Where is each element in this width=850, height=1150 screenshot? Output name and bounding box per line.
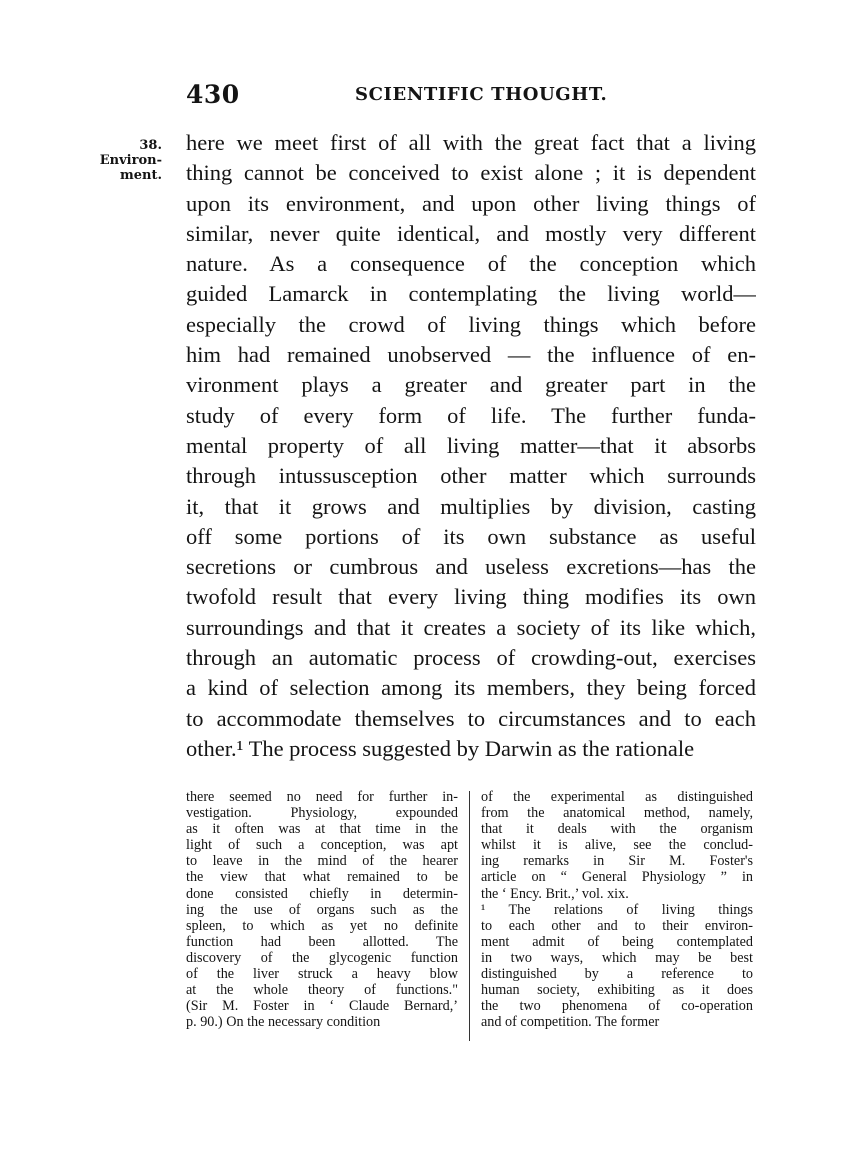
footnote-line: as it often was at that time in the	[186, 821, 458, 838]
body-line: vironment plays a greater and greater part in the	[186, 372, 756, 398]
footnote-line: p. 90.) On the necessary condition	[186, 1014, 381, 1031]
footnote-line: vestigation. Physiology, expounded	[186, 805, 458, 822]
margin-note-line: 38.	[139, 138, 162, 153]
footnote-column-left	[186, 789, 458, 1030]
footnote-line: at the whole theory of functions."	[186, 982, 458, 999]
footnote-line: (Sir M. Foster in ‘ Claude Bernard,’	[186, 998, 458, 1015]
footnote-line: the ‘ Ency. Brit.,’ vol. xix.	[481, 885, 629, 902]
margin-note-line: ment.	[119, 168, 162, 183]
footnote-line: the two phenomena of co-operation	[481, 998, 753, 1015]
footnote-line: function had been allotted. The	[186, 933, 458, 950]
body-line: thing cannot be conceived to exist alone ; it is dependent	[186, 160, 756, 186]
footnote-line: done consisted chiefly in determin-	[186, 885, 458, 902]
body-line: through intussusception other matter which surrounds	[186, 463, 756, 489]
body-line: other.¹ The process suggested by Darwin as the rationale	[186, 735, 695, 761]
running-title: SCIENTIFIC THOUGHT.	[355, 84, 608, 105]
footnote-line: in two ways, which may be best	[481, 949, 753, 966]
footnote-line: distinguished by a reference to	[481, 966, 753, 983]
body-line: nature. As a consequence of the conception which	[186, 251, 756, 277]
body-line: him had remained unobserved — the influence of en-	[186, 342, 756, 368]
footnote-line: the view that what remained to be	[186, 869, 458, 886]
page-number: 430	[186, 80, 240, 109]
body-line: study of every form of life. The further funda-	[186, 402, 756, 428]
footnote-column-right	[481, 789, 753, 1030]
body-line: to accommodate themselves to circumstances and to each	[186, 705, 756, 731]
body-line: mental property of all living matter—that it absorbs	[186, 432, 756, 458]
footnote-line: human society, exhibiting as it does	[481, 982, 753, 999]
margin-note-line: Environ-	[99, 153, 162, 168]
footnote-line: there seemed no need for further in-	[186, 789, 458, 805]
body-text	[186, 128, 756, 764]
footnote-line: discovery of the glycogenic function	[186, 949, 458, 966]
footnote-line: to each other and to their environ-	[481, 917, 753, 934]
footnote-line: whilst it is alive, see the conclud-	[481, 837, 753, 854]
footnote-line: from the anatomical method, namely,	[481, 805, 753, 822]
body-line: similar, never quite identical, and mostly very different	[186, 220, 756, 246]
footnote-line: that it deals with the organism	[481, 821, 753, 838]
body-line: a kind of selection among its members, they being forced	[186, 675, 756, 701]
margin-note	[90, 138, 162, 183]
footnote-line: light of such a conception, was apt	[186, 837, 458, 854]
body-line: surroundings and that it creates a society of its like which,	[186, 614, 756, 640]
body-line: upon its environment, and upon other living things of	[186, 190, 756, 216]
body-line: here we meet first of all with the great fact that a living	[186, 130, 756, 155]
footnote-line: ment admit of being contemplated	[481, 933, 753, 950]
footnote-line: ing remarks in Sir M. Foster's	[481, 853, 753, 870]
body-line: secretions or cumbrous and useless excretions—has the	[186, 554, 756, 580]
footnote-line: and of competition. The former	[481, 1014, 660, 1031]
footnote-line: spleen, to which as yet no definite	[186, 917, 458, 934]
body-line: off some portions of its own substance as useful	[186, 523, 756, 549]
footnote-line: article on “ General Physiology ” in	[481, 869, 753, 886]
body-line: through an automatic process of crowding-out, exercises	[186, 645, 756, 671]
body-line: guided Lamarck in contemplating the living world—	[186, 281, 756, 307]
column-divider	[469, 791, 470, 1041]
footnote-line: of the experimental as distinguished	[481, 789, 753, 805]
footnotes	[186, 789, 756, 1051]
footnote-line: of the liver struck a heavy blow	[186, 966, 458, 983]
body-line: especially the crowd of living things which before	[186, 311, 756, 337]
footnote-line: to leave in the mind of the hearer	[186, 853, 458, 870]
body-line: twofold result that every living thing modifies its own	[186, 584, 756, 610]
body-line: it, that it grows and multiplies by division, casting	[186, 493, 756, 519]
footnote-line: ing the use of organs such as the	[186, 901, 458, 918]
footnote-line: ¹ The relations of living things	[481, 901, 753, 918]
